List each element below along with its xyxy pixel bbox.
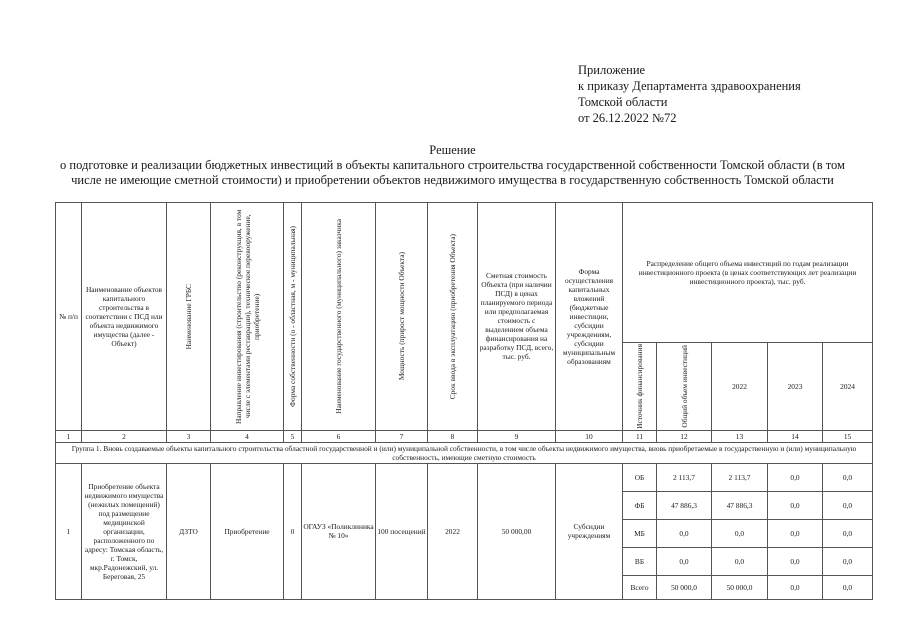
column-number: 10 <box>556 430 623 442</box>
row-ownership: 0 <box>284 463 302 599</box>
source-cell: ОБ <box>623 463 657 491</box>
year-2022-cell: 2 113,7 <box>712 463 768 491</box>
column-number: 15 <box>823 430 873 442</box>
row-object: Приобретение объекта недвижимого имущества (нежилых помещений) под размещение медицинской организации, расположенного по адресу: Томская область, г. Томск, мкр.Радонежский, ул. Береговая, 25 <box>82 463 167 599</box>
column-number: 8 <box>428 430 478 442</box>
header-source-text: Источник финансирования <box>635 344 644 429</box>
total-cell: 50 000,0 <box>657 575 712 599</box>
year-2024-cell: 0,0 <box>823 547 873 575</box>
header-source <box>623 343 657 431</box>
column-number: 7 <box>376 430 428 442</box>
header-capacity-text: Мощность (прирост мощности Объекта) <box>397 252 406 381</box>
year-2022-cell: 47 886,3 <box>712 491 768 519</box>
year-2022-cell: 0,0 <box>712 519 768 547</box>
source-cell: ВБ <box>623 547 657 575</box>
appendix-line: к приказу Департамента здравоохранения <box>578 79 801 93</box>
year-2023-cell: 0,0 <box>768 491 823 519</box>
header-2022: 2022 <box>712 343 768 431</box>
decision-subtitle: о подготовке и реализации бюджетных инвестиций в объекты капитального строительства государственной собственности Томской области (в том числе не имеющие сметной стоимости) и приобретении объектов недвижимого имущества в государственную собственность Томской области <box>60 158 845 187</box>
header-grbs-text: Наименование ГРБС <box>184 283 193 350</box>
total-cell: 0,0 <box>657 519 712 547</box>
row-direction: Приобретение <box>211 463 284 599</box>
group-row <box>56 442 873 463</box>
appendix-line: Приложение <box>578 63 646 77</box>
year-2024-cell: 0,0 <box>823 463 873 491</box>
row-form: Субсидии учреждениям <box>556 463 623 599</box>
appendix-block <box>578 62 801 126</box>
source-cell: ФБ <box>623 491 657 519</box>
header-capacity <box>376 203 428 431</box>
year-2023-cell: 0,0 <box>768 547 823 575</box>
group-1-title: Группа 1. Вновь создаваемые объекты капитального строительства областной государственной и (или) муниципальной собственности, в том числе объекты недвижимого имущества, вновь приобретаемые в государственную и (или) муниципальную собственность, имеющие сметную стоимость <box>56 442 873 463</box>
header-direction-text: Направление инвестирования (строительство (реконструкция, в том числе с элементами реставрации), техническое перевооружение, приобретение) <box>233 209 261 424</box>
total-cell: 2 113,7 <box>657 463 712 491</box>
appendix-line: от 26.12.2022 №72 <box>578 111 677 125</box>
source-cell: Всего <box>623 575 657 599</box>
total-cell: 0,0 <box>657 547 712 575</box>
column-number: 14 <box>768 430 823 442</box>
year-2023-cell: 0,0 <box>768 575 823 599</box>
column-number-row <box>56 430 873 442</box>
row-capacity: 100 посещений <box>376 463 428 599</box>
header-total <box>657 343 712 431</box>
year-2022-cell: 0,0 <box>712 547 768 575</box>
column-number: 5 <box>284 430 302 442</box>
header-2024: 2024 <box>823 343 873 431</box>
column-number: 11 <box>623 430 657 442</box>
row-num: 1 <box>56 463 82 599</box>
year-2022-cell: 50 000,0 <box>712 575 768 599</box>
header-total-text: Общий объем инвестиций <box>679 345 689 428</box>
header-cost: Сметная стоимость Объекта (при наличии ПСД) в ценах планируемого периода или предполагаемая стоимость с выделением объема финансирования на разработку ПСД, всего, тыс. руб. <box>478 203 556 431</box>
row-customer: ОГАУЗ «Поликлиника № 10» <box>302 463 376 599</box>
total-cell: 47 886,3 <box>657 491 712 519</box>
column-number: 4 <box>211 430 284 442</box>
header-form: Форма осуществления капитальных вложений (бюджетные инвестиции, субсидии учреждениям, субсидии муниципальным образованиям <box>556 203 623 431</box>
header-ownership <box>284 203 302 431</box>
header-object: Наименование объектов капитального строительства в соответствии с ПСД или объекта недвижимого имущества (далее - Объект) <box>82 203 167 431</box>
header-customer <box>302 203 376 431</box>
table-row <box>56 463 873 491</box>
header-term-text: Срок ввода в эксплуатацию (приобретения Объекта) <box>448 233 457 400</box>
year-2024-cell: 0,0 <box>823 519 873 547</box>
source-cell: МБ <box>623 519 657 547</box>
header-distribution: Распределение общего объема инвестиций по годам реализации инвестиционного проекта (в ценах соответствующих лет реализации инвестиционного проекта), тыс. руб. <box>623 203 873 343</box>
header-customer-text: Наименование государственного (муниципального) заказчика <box>334 219 343 414</box>
column-number: 2 <box>82 430 167 442</box>
column-number: 1 <box>56 430 82 442</box>
column-number: 9 <box>478 430 556 442</box>
header-2023: 2023 <box>768 343 823 431</box>
investment-table <box>55 202 873 600</box>
year-2024-cell: 0,0 <box>823 491 873 519</box>
row-cost: 50 000,00 <box>478 463 556 599</box>
column-number: 12 <box>657 430 712 442</box>
row-grbs: ДЗТО <box>167 463 211 599</box>
year-2023-cell: 0,0 <box>768 463 823 491</box>
header-term <box>428 203 478 431</box>
year-2024-cell: 0,0 <box>823 575 873 599</box>
header-direction <box>211 203 284 431</box>
year-2023-cell: 0,0 <box>768 519 823 547</box>
column-number: 13 <box>712 430 768 442</box>
header-ownership-text: Форма собственности (о - областная, м - муниципальная) <box>288 226 297 407</box>
header-grbs <box>167 203 211 431</box>
column-number: 6 <box>302 430 376 442</box>
decision-title: Решение <box>429 143 476 157</box>
column-number: 3 <box>167 430 211 442</box>
row-term: 2022 <box>428 463 478 599</box>
header-num: № п/п <box>56 203 82 431</box>
appendix-line: Томской области <box>578 95 668 109</box>
